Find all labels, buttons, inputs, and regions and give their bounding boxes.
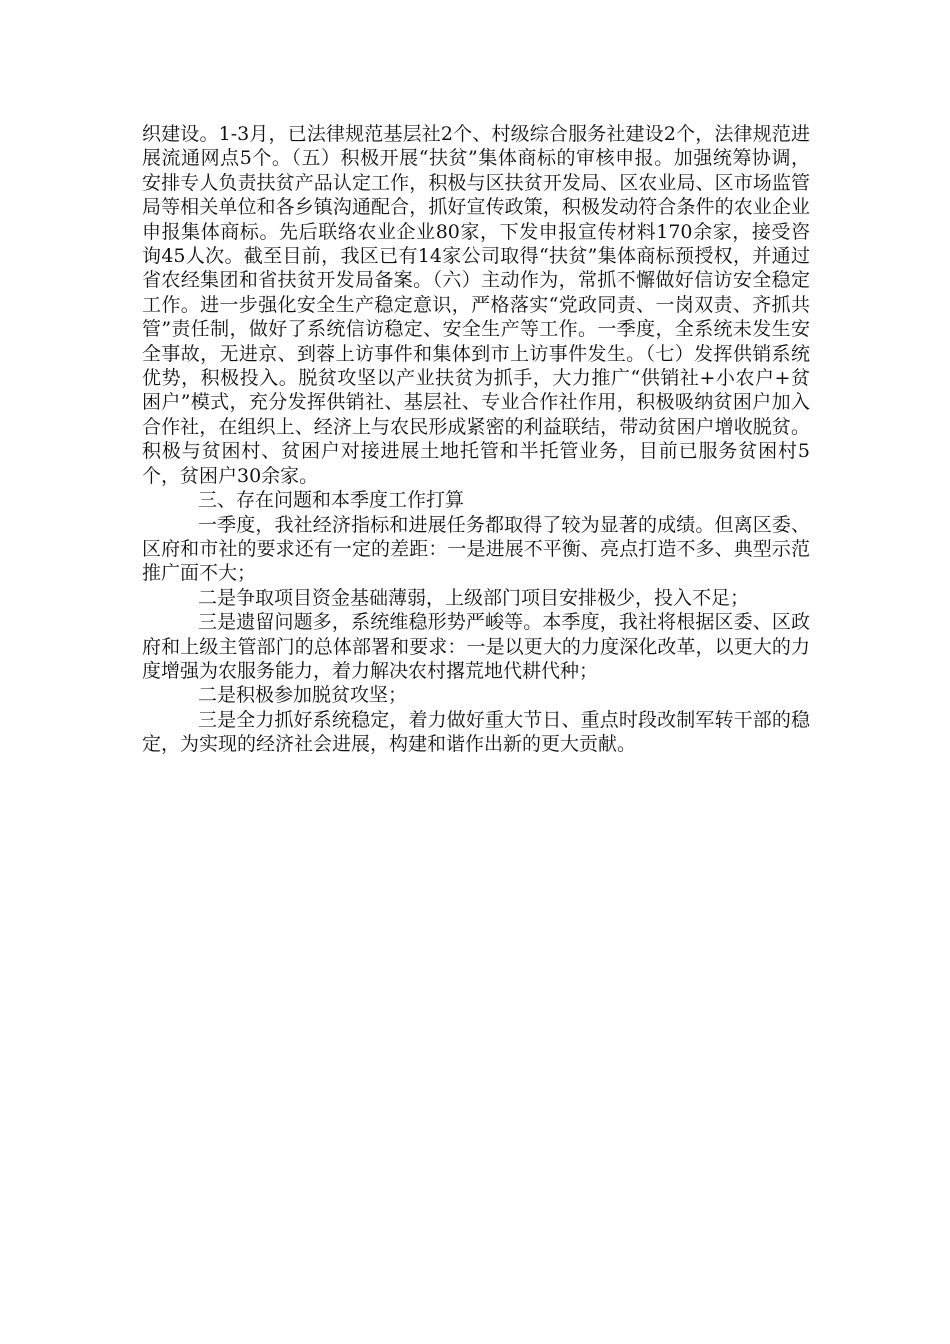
paragraph-legacy-issues-and-plan: 三是遗留问题多，系统维稳形势严峻等。本季度，我社将根据区委、区政府和上级主管部门的总体部署和要求：一是以更大的力度深化改革，以更大的力度增强为农服务能力，着力解决农村撂荒地代耕代种；: [142, 611, 810, 682]
document-body: [142, 122, 810, 757]
paragraph-continued-work-summary: 织建设。1-3月，已法律规范基层社2个、村级综合服务社建设2个，法律规范进展流通网点5个。（五）积极开展“扶贫”集体商标的审核申报。加强统筹协调，安排专人负责扶贫产品认定工作，积极与区扶贫开发局、区农业局、区市场监管局等相关单位和各乡镇沟通配合，抓好宣传政策，积极发动符合条件的农业企业申报集体商标。先后联络农业企业80家，下发申报宣传材料170余家，接受咨询45人次。截至目前，我区已有14家公司取得“扶贫”集体商标预授权，并通过省农经集团和省扶贫开发局备案。（六）主动作为，常抓不懈做好信访安全稳定工作。进一步强化安全生产稳定意识，严格落实“党政同责、一岗双责、齐抓共管”责任制，做好了系统信访稳定、安全生产等工作。一季度，全系统未发生安全事故，无进京、到蓉上访事件和集体到市上访事件发生。（七）发挥供销系统优势，积极投入。脱贫攻坚以产业扶贫为抓手，大力推广“供销社+小农户+贫困户”模式，充分发挥供销社、基层社、专业合作社作用，积极吸纳贫困户加入合作社，在组织上、经济上与农民形成紧密的利益联结，带动贫困户增收脱贫。积极与贫困村、贫困户对接进展土地托管和半托管业务，目前已服务贫困村5个，贫困户30余家。: [142, 123, 810, 487]
section-heading-problems-and-plans: 三、存在问题和本季度工作打算: [198, 489, 465, 512]
paragraph-funding-issue: 二是争取项目资金基础薄弱，上级部门项目安排极少，投入不足；: [198, 586, 750, 609]
paragraph-poverty-alleviation: 二是积极参加脱贫攻坚；: [198, 684, 408, 707]
paragraph-system-stability: 三是全力抓好系统稳定，着力做好重大节日、重点时段改制军转干部的稳定，为实现的经济社会进展，构建和谐作出新的更大贡献。: [142, 708, 810, 756]
paragraph-first-quarter-results: 一季度，我社经济指标和进展任务都取得了较为显著的成绩。但离区委、区府和市社的要求还有一定的差距：一是进展不平衡、亮点打造不多、典型示范推广面不大；: [142, 513, 810, 585]
